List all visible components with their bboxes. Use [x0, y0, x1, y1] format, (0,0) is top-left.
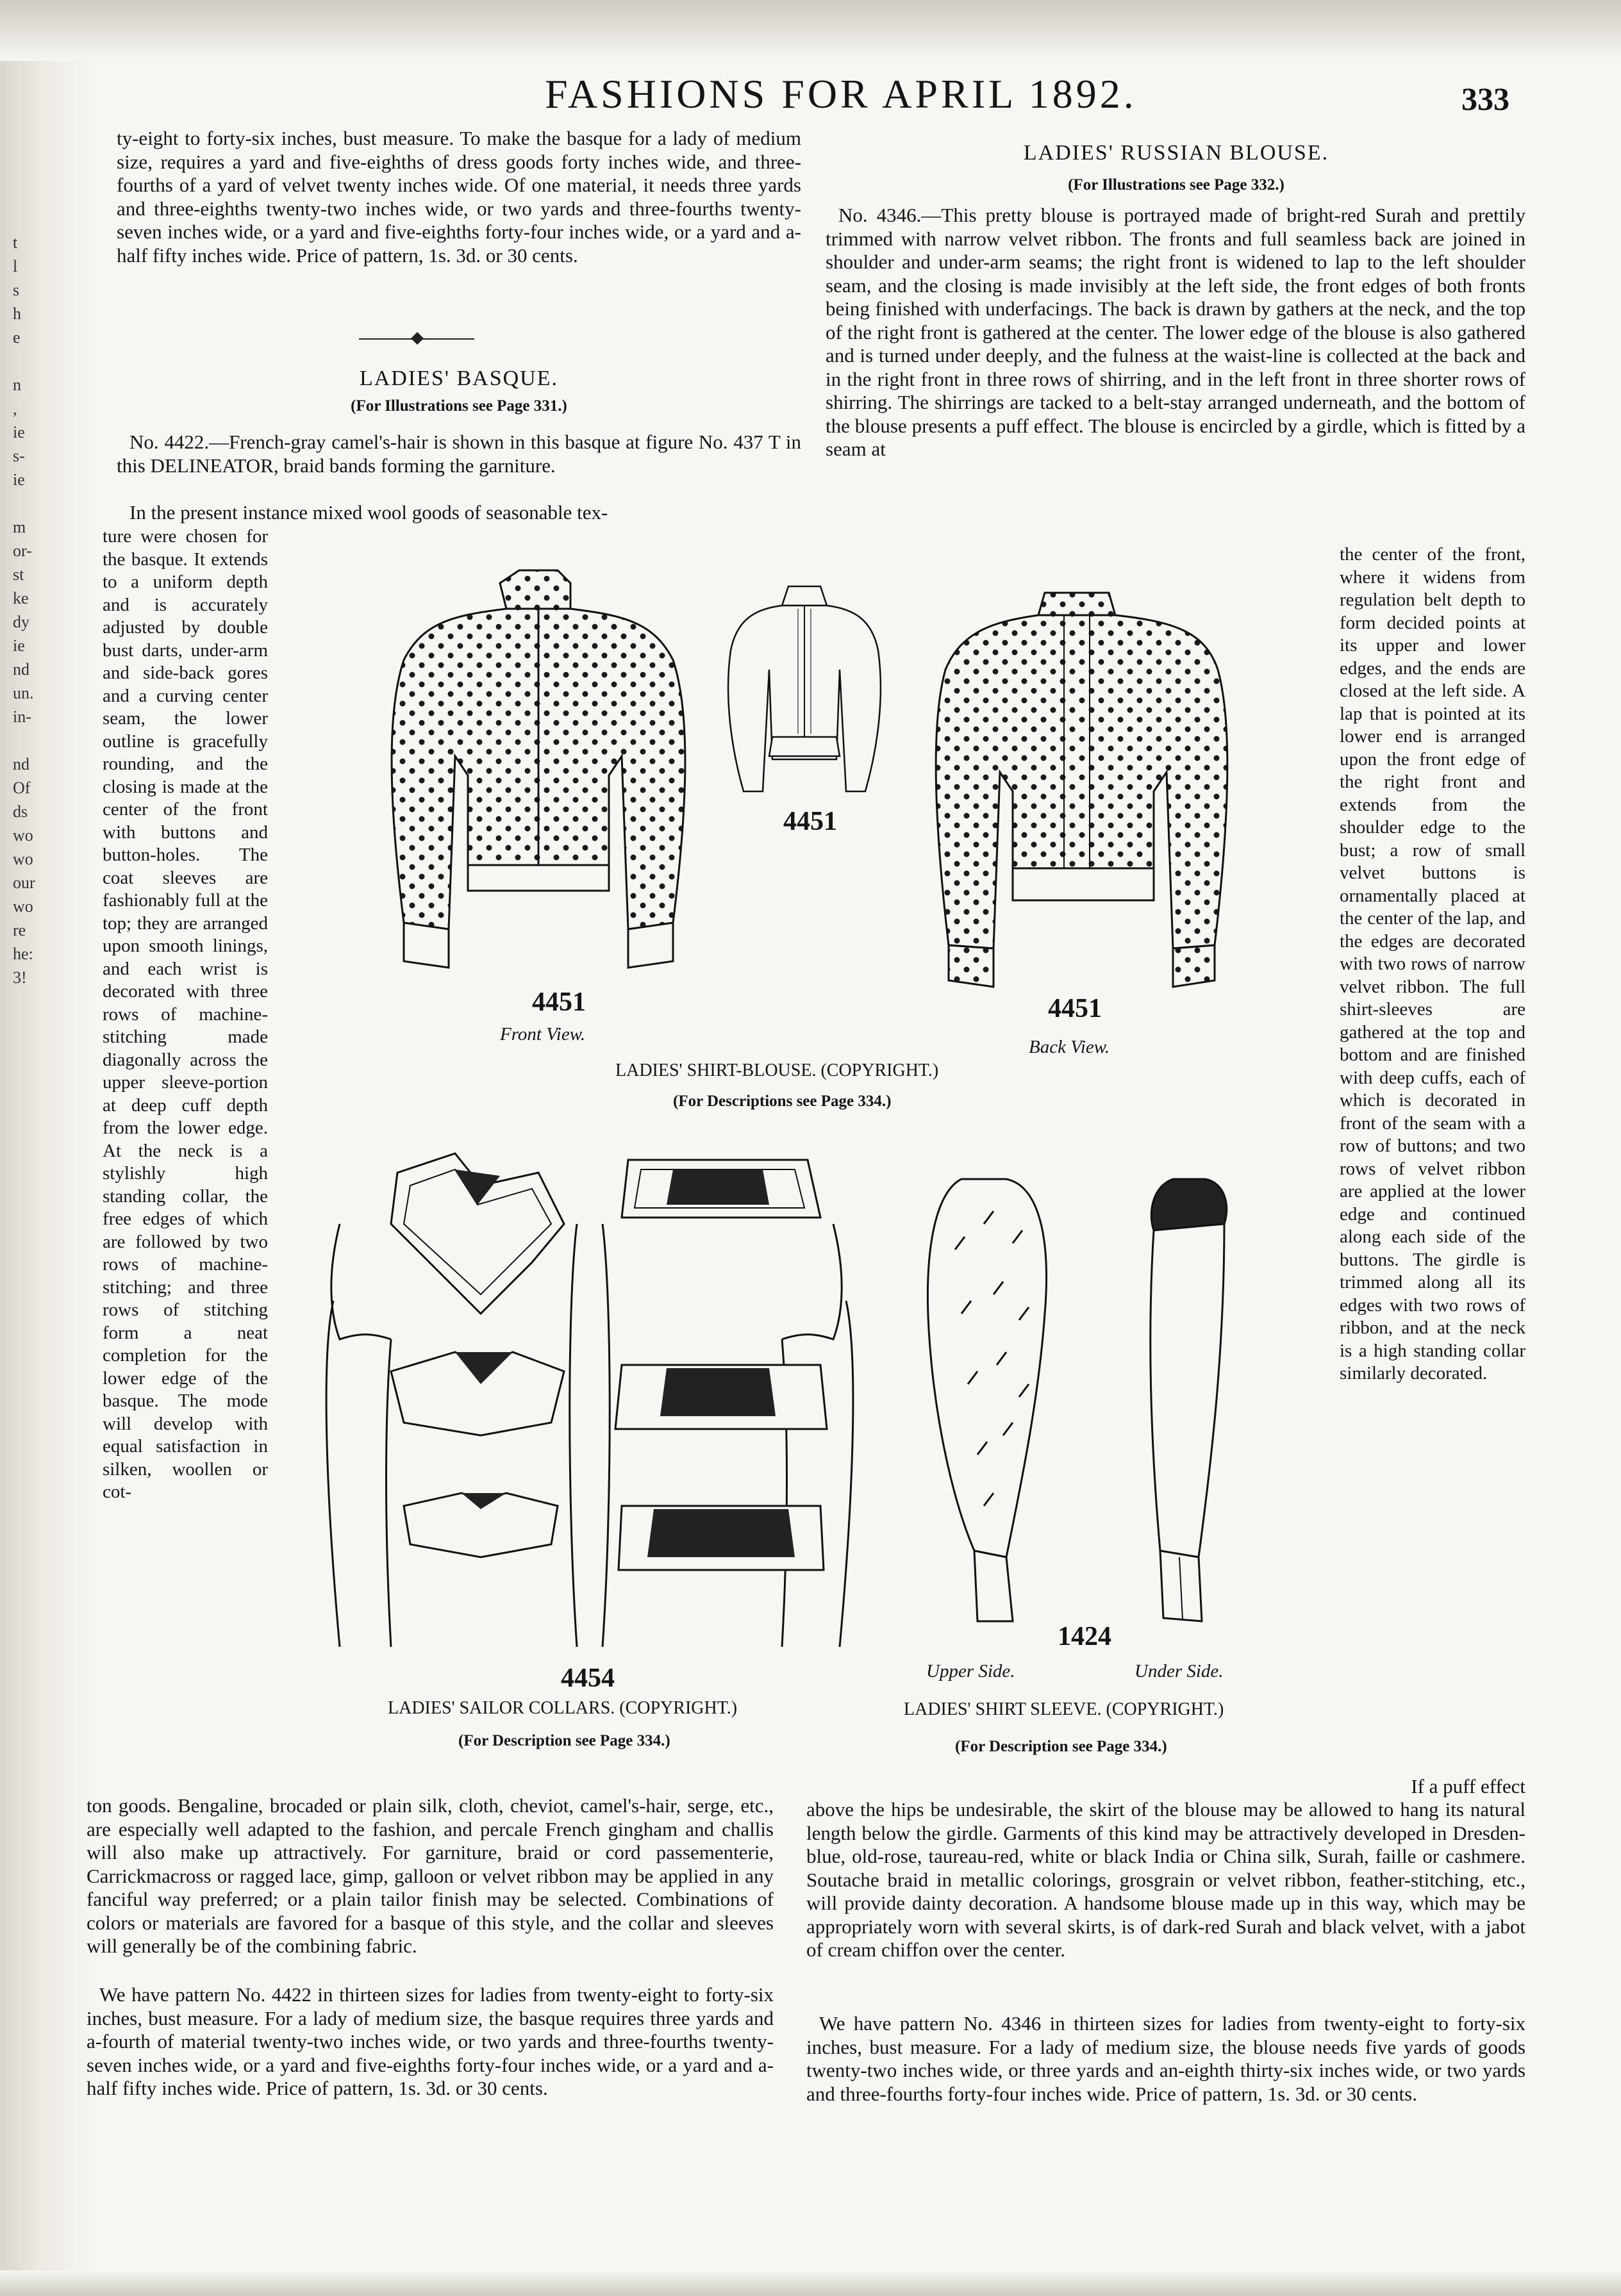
page-bottom-edge [0, 2270, 1621, 2296]
blouse-paragraph-2: above the hips be undesirable, the skirt of the blouse may be allowed to hang its natural length below the girdle. Garments of this kind may be attractively developed in Dresden-blue, old-rose, taureau-red, white or black India or China silk, Surah, faille or cashmere. Soutache braid in metallic colorings, grosgrain or velvet ribbon, feather-stitching, etc., will provide dainty decoration. A handsome blouse made up in this way, which may be appropriately worn with several skirts, is of dark-red Surah and black velvet, with a jabot of cream chiffon over the center. [806, 1798, 1525, 1961]
page-title: FASHIONS FOR APRIL 1892. [545, 71, 1137, 117]
shirt-blouse-caption: LADIES' SHIRT-BLOUSE. (COPYRIGHT.) [615, 1061, 939, 1080]
sailor-collars-number: 4454 [561, 1664, 615, 1693]
shirt-sleeve-under-label: Under Side. [1135, 1661, 1224, 1681]
shirt-blouse-front-number: 4451 [532, 987, 586, 1017]
basque-paragraph-2-narrow: ture were chosen for the basque. It extends to a uniform depth and is accurately adjusted by double bust darts, under-arm and side-back gores and a curving center seam, the lower outline is gracefully rounding, and the closing is made at the center of the front with buttons and button-holes. The coat sleeves are fashionably full at the top; they are arranged upon smooth linings, and each wrist is decorated with three rows of machine-stitching made diagonally across the upper sleeve-portion at deep cuff depth from the lower edge. At the neck is a stylishly high standing collar, the free edges of which are followed by two rows of machine-stitching; and three rows of stitching form a neat completion for the lower edge of the basque. The mode will develop with equal satisfaction in silken, woollen or cot- [103, 526, 268, 1502]
sailor-collars-caption: LADIES' SAILOR COLLARS. (COPYRIGHT.) [388, 1698, 738, 1718]
left-top-paragraph: ty-eight to forty-six inches, bust measure. To make the basque for a lady of medium size, requires a yard and five-eighths of dress goods forty inches wide, and three-fourths of a yard of velvet twenty inches wide. Of one material, it needs three yards and three-eighths twenty-two inches wide, or two yards and three-fourths twenty-seven inches wide, or a yard and five-eighths forty-four inches wide, or a yard and a-half fifty inches wide. Price of pattern, 1s. 3d. or 30 cents. [117, 127, 801, 267]
basque-paragraph-2-lead: In the present instance mixed wool goods of seasonable tex- [129, 501, 608, 524]
shirt-blouse-front-label: Front View. [500, 1024, 586, 1045]
divider-ornament [411, 332, 424, 345]
shirt-blouse-small-number: 4451 [783, 807, 837, 836]
shirt-blouse-back-number: 4451 [1048, 994, 1102, 1023]
shirt-sleeve-upper-label: Upper Side. [926, 1661, 1015, 1681]
shirt-blouse-front-illustration [378, 564, 686, 974]
shirt-sleeve-under-illustration [1128, 1173, 1256, 1634]
sailor-collars-illustration [320, 1147, 852, 1672]
shirt-blouse-small-illustration [724, 580, 885, 804]
blouse-heading: LADIES' RUSSIAN BLOUSE. [1023, 141, 1329, 165]
blouse-paragraph-3: We have pattern No. 4346 in thirteen sizes for ladies from twenty-eight to forty-six inches, bust measure. For a lady of medium size, the blouse needs five yards of goods twenty-two inches wide, or three yards and an-eighth thirty-six inches wide, or two yards and three-fourths forty-four inches wide. Price of pattern, 1s. 3d. or 30 cents. [806, 2012, 1525, 2105]
blouse-subheading: (For Illustrations see Page 332.) [1068, 176, 1284, 194]
shirt-sleeve-caption: LADIES' SHIRT SLEEVE. (COPYRIGHT.) [904, 1699, 1224, 1719]
shirt-blouse-subcaption: (For Descriptions see Page 334.) [673, 1093, 892, 1110]
shirt-sleeve-subcaption: (For Description see Page 334.) [955, 1738, 1167, 1755]
blouse-paragraph-1-narrow: the center of the front, where it widens from regulation belt depth to form decided points at its upper and lower edges, and the ends are closed at the left side. A lap that is pointed at its lower end is arranged upon the front edge of the right front and extends from the shoulder edge to the bust; a row of small velvet buttons is ornamentally placed at the center of the lap, and the edges are decorated with two rows of narrow velvet ribbon. The full shirt-sleeves are gathered at the top and bottom and are finished with deep cuffs, each of which is decorated in front of the seam with a row of buttons; and two rows of velvet ribbon are applied at the lower edge and continued along each side of the buttons. The girdle is trimmed along all its edges with two rows of ribbon, and at the neck is a high standing collar similarly decorated. [1340, 544, 1525, 1383]
sailor-collars-subcaption: (For Description see Page 334.) [458, 1732, 670, 1749]
basque-heading: LADIES' BASQUE. [359, 367, 559, 390]
blouse-paragraph-2-lead: If a puff effect [1411, 1775, 1525, 1797]
blouse-paragraph-1: No. 4346.—This pretty blouse is portrayed made of bright-red Surah and prettily trimmed with narrow velvet ribbon. The fronts and full seamless back are joined in shoulder and under-arm seams; the right front is widened to lap to the left shoulder seam, and the closing is made invisibly at the left side, the front edges of both fronts being finished with underfacings. The back is drawn by gathers at the neck, and the top of the right front is gathered at the center. The lower edge of the blouse is also gathered and is turned under deeply, and the fulness at the waist-line is collected at the back and in the right front in three rows of shirring, and in the left front in three shorter rows of shirring. The shirrings are tacked to a belt-stay arranged underneath, and the bottom of the blouse presents a puff effect. The blouse is encircled by a girdle, which is fitted by a seam at [826, 204, 1525, 460]
shirt-sleeve-upper-illustration [923, 1173, 1064, 1634]
basque-paragraph-1: No. 4422.—French-gray camel's-hair is shown in this basque at figure No. 437 T in this DELINEATOR, braid bands forming the garniture. [117, 431, 801, 477]
page-number: 333 [1461, 81, 1509, 117]
shirt-sleeve-number: 1424 [1058, 1622, 1111, 1651]
shirt-blouse-back-label: Back View. [1029, 1037, 1110, 1057]
margin-text-fragments: t l s h e n , ie s- ie m or- st ke dy ie nd un. in- nd Of ds wo wo our wo re he: 3! [13, 233, 35, 987]
basque-subheading: (For Illustrations see Page 331.) [351, 397, 567, 415]
basque-paragraph-2-wide: ton goods. Bengaline, brocaded or plain silk, cloth, cheviot, camel's-hair, serge, etc., are especially well adapted to the fashion, and percale French gingham and challis will also make up attractively. For garniture, braid or cord passementerie, Carrickmacross or ragged lace, gimp, galloon or velvet ribbon may be applied in any fanciful way preferred; or a plain tailor finish may be selected. Combinations of colors or materials are favored for a basque of this style, and the collar and sleeves will generally be of the combining fabric. [87, 1794, 774, 1957]
shirt-blouse-back-illustration [923, 580, 1231, 990]
page-top-edge [0, 0, 1621, 61]
basque-paragraph-3: We have pattern No. 4422 in thirteen sizes for ladies from twenty-eight to forty-six inches, bust measure. For a lady of medium size, the basque requires three yards and a-fourth of material twenty-two inches wide, or two yards and three-fourths twenty-seven inches wide, or a yard and five-eighths forty-four inches wide, or a yard and a-half fifty inches wide. Price of pattern, 1s. 3d. or 30 cents. [87, 1983, 774, 2099]
